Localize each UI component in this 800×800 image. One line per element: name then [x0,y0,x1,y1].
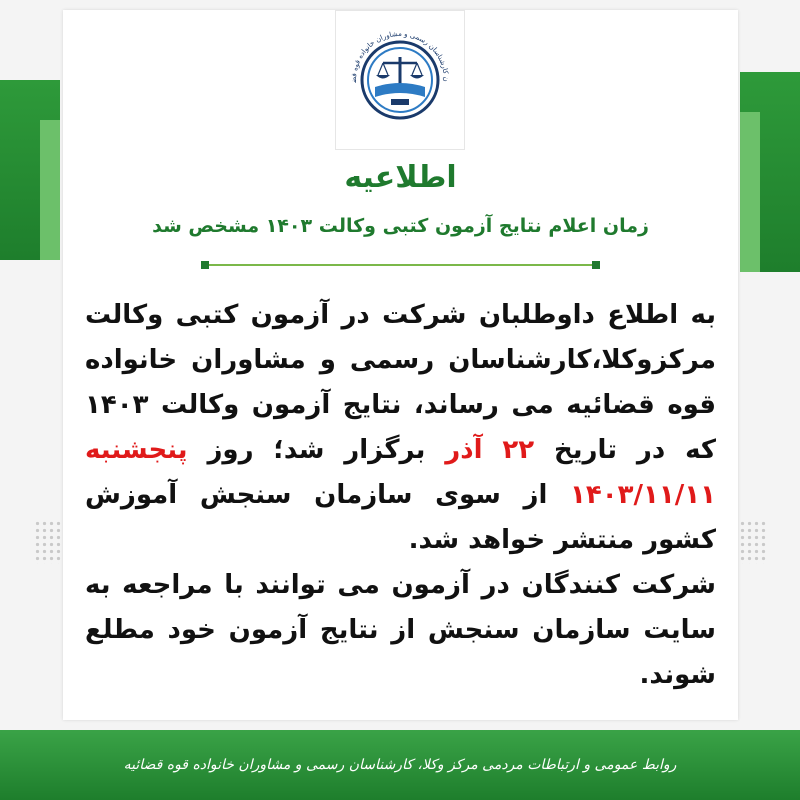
divider-end-right [592,261,600,269]
page-subtitle: زمان اعلام نتایج آزمون کتبی وکالت ۱۴۰۳ مشخص شد [152,215,649,237]
left-green-bar [0,80,60,260]
scales-of-justice-emblem-icon [345,25,455,135]
body-paragraph-2: شرکت کنندگان در آزمون می توانند با مراجعه به سایت سازمان سنجش از نتایج آزمون خود مطلع شوند. [85,570,716,690]
body-part-3: از سوی سازمان سنجش آموزش کشور منتشر خواهد شد. [85,480,716,555]
svg-text:کانون کارشناسان رسمی و مشاوران: ن کارشناسان رسمی و مشاوران خانواده قوه قض [349,29,451,83]
release-date: پنجشنبه ۱۴۰۳/۱۱/۱۱ [85,435,716,510]
divider [203,264,598,266]
body-part-1: به اطلاع داوطلبان شرکت در آزمون کتبی وکالت مرکزوکلا،کارشناسان رسمی و مشاوران خانواده قوه قضائیه می رساند، نتایج آزمون وکالت ۱۴۰۳ که در تاریخ [85,300,716,465]
right-green-bar [740,72,800,272]
footer-text: روابط عمومی و ارتباطات مردمی مرکز وکلا، کارشناسان رسمی و مشاوران خانواده قوه قضائیه [123,757,677,773]
logo [335,10,465,150]
body-part-2: برگزار شد؛ روز [187,435,446,465]
exam-date: ۲۲ آذر [445,435,535,465]
footer [0,730,800,800]
page-title: اطلاعیه [344,160,457,195]
notice-card [63,10,738,720]
notice-body [85,293,716,698]
divider-end-left [201,261,209,269]
